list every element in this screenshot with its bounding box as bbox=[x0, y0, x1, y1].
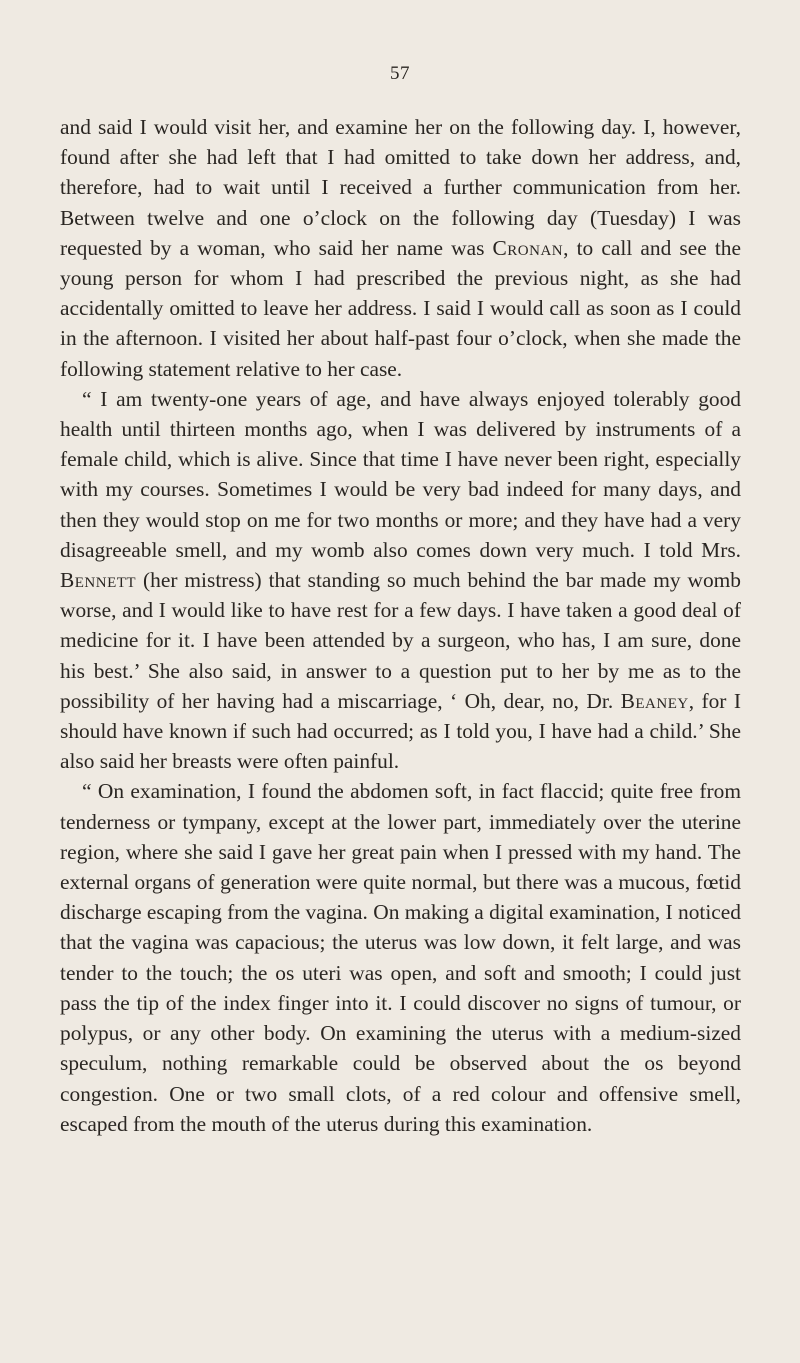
surname-cronan: Cronan bbox=[492, 235, 564, 260]
paragraph-2 bbox=[60, 384, 741, 777]
text-segment: “ On examination, I found the abdomen soft, in fact flaccid; quite free from tenderness or tympany, except at the lower part, immediately over the uterine region, where she said I gave her great pain when I pressed with my hand. The external organs of generation were quite normal, but there was a mucous, fœtid discharge escaping from the vagina. On making a digital examination, I noticed that the vagina was capacious; the uterus was low down, it felt large, and was tender to the touch; the os uteri was open, and soft and smooth; I could just pass the tip of the index finger into it. I could discover no signs of tumour, or polypus, or any other body. On examining the uterus with a medium-sized speculum, nothing remarkable could be observed about the os beyond congestion. One or two small clots, of a red colour and offensive smell, escaped from the mouth of the uterus during this examination. bbox=[60, 779, 741, 1136]
text-segment: (her mistress) that standing so much behind the bar made my womb worse, and I would like to have rest for a few days. I have taken a good deal of medicine for it. I have been attended by a surgeon, who has, I am sure, done his best.’ She also said, in answer to a question put to her by me as to the possibility of her having had a miscarriage, ‘ Oh, dear, no, Dr. bbox=[60, 568, 741, 713]
text-segment: , to call and see the young person for whom I had prescribed the previous night, as she had accidentally omitted to leave her address. I said I would call as soon as I could in the afternoon. I visited her about half-past four o’clock, when she made the following statement relative to her case. bbox=[60, 235, 741, 381]
surname-bennett: Bennett bbox=[60, 568, 137, 593]
paragraph-3 bbox=[60, 776, 741, 1138]
text-segment: , for I should have known if such had occurred; as I told you, I have had a child.’ She also said her breasts were often painful. bbox=[60, 688, 741, 774]
page-number: 57 bbox=[390, 63, 410, 84]
body-text bbox=[60, 112, 741, 1139]
text-segment: and said I would visit her, and examine her on the following day. I, however, found after she had left that I had omitted to take down her address, and, therefore, had to wait until I received a further communication from her. Between twelve and one o’clock on the following day (Tuesday) I was requested by a woman, who said her name was bbox=[60, 115, 741, 260]
surname-beaney: Beaney bbox=[620, 688, 689, 713]
text-segment: “ I am twenty-one years of age, and have always enjoyed tolerably good health until thirteen months ago, when I was delivered by instruments of a female child, which is alive. Since that time I have never been right, especially with my courses. Sometimes I would be very bad indeed for many days, and then they would stop on me for two months or more; and they have had a very disagreeable smell, and my womb also comes down very much. I told Mrs. bbox=[60, 386, 741, 562]
paragraph-1 bbox=[60, 112, 741, 384]
